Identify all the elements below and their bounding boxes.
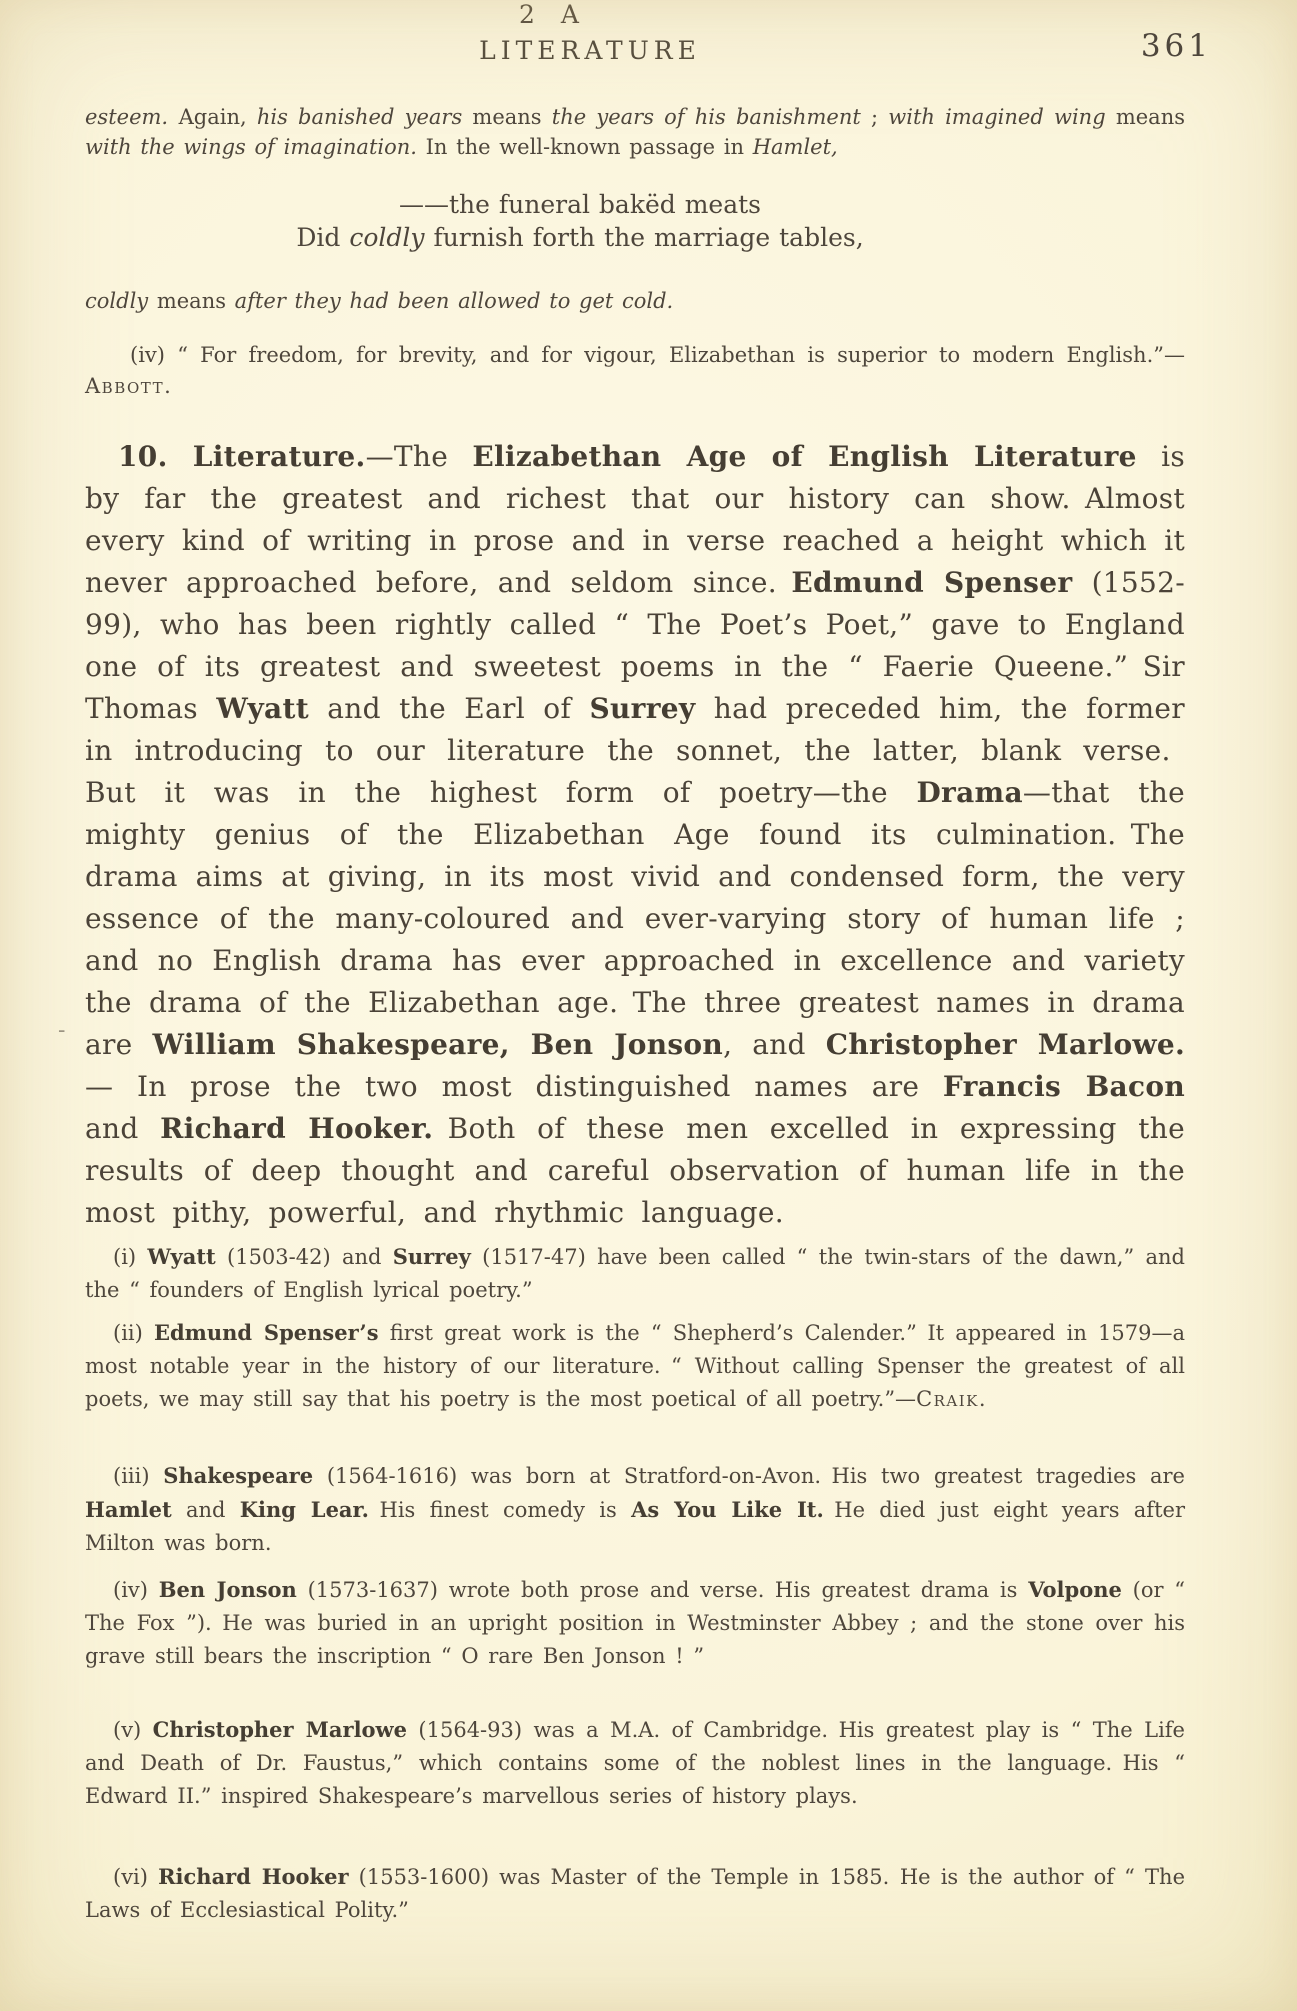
note-iv-ben-jonson: (iv) Ben Jonson (1573-1637) wrote both prose and verse. His greatest drama is Volpone (or “ The Fox ”). He was buried in an upright position in Westminster Abbey ; and the stone over his grave still bears the inscription “ O rare Ben Jonson ! ” bbox=[85, 1577, 1185, 1668]
coldly-gloss: coldly means after they had been allowed to get cold. bbox=[85, 289, 674, 313]
hamlet-quote bbox=[85, 188, 1185, 254]
quote-line-2: Did coldly furnish forth the marriage tables, bbox=[296, 223, 864, 252]
note-i-wyatt-surrey: (i) Wyatt (1503-42) and Surrey (1517-47) have been called “ the twin-stars of the dawn,” and the “ founders of English lyrical poetry.” bbox=[85, 1244, 1185, 1302]
section-10-literature-paragraph: 10. Literature.—The Elizabethan Age of English Literature is by far the greatest and richest that our history can show. Almost every kind of writing in prose and in verse reached a height which it never approached before, and seldom since. Edmund Spenser (1552-99), who has been rightly called “ The Poet’s Poet,” gave to England one of its greatest and sweetest poems in the “ Faerie Queene.” Sir Thomas Wyatt and the Earl of Surrey had preceded him, the former in introducing to our literature the sonnet, the latter, blank verse. But it was in the highest form of poetry—the Drama—that the mighty genius of the Elizabethan Age found its culmination. The drama aims at giving, in its most vivid and condensed form, the very essence of the many-coloured and ever-varying story of human life ; and no English drama has ever approached in excellence and variety the drama of the Elizabethan age. The three greatest names in drama are William Shakespeare, Ben Jonson, and Christopher Marlowe.— In prose the two most distinguished names are Francis Bacon and Richard Hooker. Both of these men excelled in expressing the results of deep thought and careful observation of human life in the most pithy, powerful, and rhythmic language. bbox=[85, 440, 1186, 1229]
page-number: 361 bbox=[1140, 28, 1212, 64]
abbott-note: (iv) “ For freedom, for brevity, and for vigour, Elizabethan is superior to modern English.”—Abbott. bbox=[85, 343, 1185, 398]
note-iii-shakespeare: (iii) Shakespeare (1564-1616) was born at Stratford-on-Avon. His two greatest tragedies are Hamlet and King Lear. His finest comedy is As You Like It. He died just eight years after Milton was born. bbox=[85, 1463, 1185, 1555]
note-v-christopher-marlowe: (v) Christopher Marlowe (1564-93) was a M.A. of Cambridge. His greatest play is “ The Life and Death of Dr. Faustus,” which contains some of the noblest lines in the language. His “ Edward II.” inspired Shakespeare’s marvellous series of history plays. bbox=[85, 1717, 1185, 1808]
note-ii-edmund-spenser: (ii) Edmund Spenser’s first great work is the “ Shepherd’s Calender.” It appeared in 1579—a most notable year in the history of our literature. “ Without calling Spenser the greatest of all poets, we may still say that his poetry is the most poetical of all poetry.”—Craik. bbox=[85, 1320, 1186, 1411]
printer-signature: 2 A bbox=[519, 0, 581, 29]
page-title: LITERATURE bbox=[479, 36, 701, 65]
quote-line-1: ——the funeral bakëd meats bbox=[398, 190, 762, 219]
intro-gloss-paragraph: esteem. Again, his banished years means the years of his banishment ; with imagined wing means with the wings of imagination. In the well-known passage in Hamlet, bbox=[85, 105, 1186, 159]
note-vi-richard-hooker: (vi) Richard Hooker (1553-1600) was Master of the Temple in 1585. He is the author of “ The Laws of Ecclesiastical Polity.” bbox=[85, 1864, 1185, 1922]
margin-mark: - bbox=[58, 1018, 66, 1043]
